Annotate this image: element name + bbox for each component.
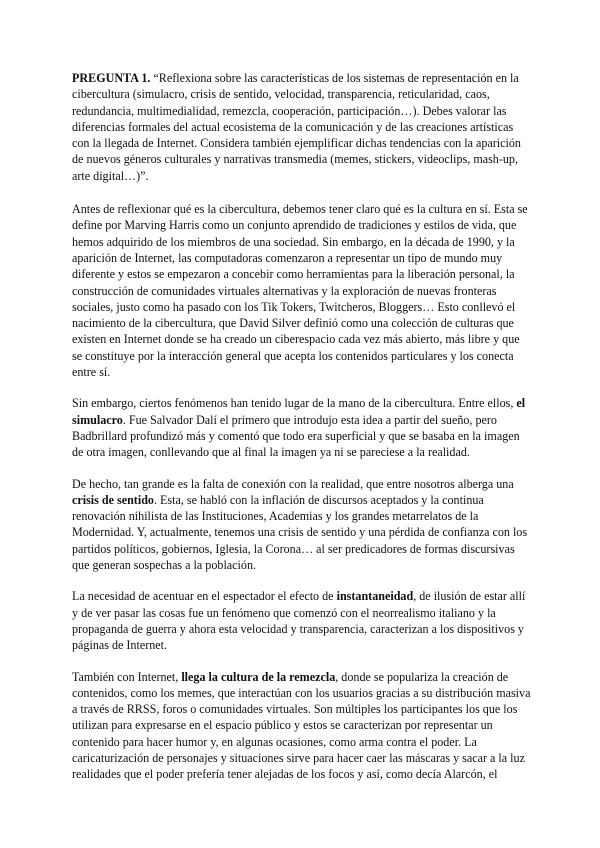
paragraph-remezcla [72, 669, 532, 783]
paragraph-text: . Esta, se habló con la inflación de discursos aceptados y la continua renovación nihilista de las Instituciones, Academias y los grandes metarrelatos de la Modernidad. Y, actualmente, tenemos una crisis de sentido y una pérdida de confianza con los partidos políticos, gobiernos, Iglesia, la Corona… al ser predicadores de formas discursivas que generan sospechas a la población. [72, 492, 528, 573]
paragraph-instantaneidad [72, 588, 532, 653]
paragraph-text: De hecho, tan grande es la falta de conexión con la realidad, que entre nosotros alberga una [72, 476, 514, 491]
document-body [72, 70, 532, 798]
question-text: “Reflexiona sobre las características de los sistemas de representación en la cibercultura (simulacro, crisis de sentido, velocidad, transparencia, reticularidad, caos, redundancia, multimedialidad, remezcla, cooperación, participación…). Debes valorar las diferencias formales del actual ecosistema de la comunicación y de las creaciones artísticas con la llegada de Internet. Considera también ejemplificar dichas tendencias con la aparición de nuevos géneros culturales y narrativas transmedia (memes, stickers, videoclips, mash-up, arte digital…)”. [72, 71, 521, 183]
bold-term-remezcla: llega la cultura de la remezcla [181, 669, 336, 684]
paragraph-cibercultura: Antes de reflexionar qué es la cibercultura, debemos tener claro qué es la cultura en sí. Esta se define por Marving Harris como un conjunto aprendido de tradiciones y estilos de vida, que hemos adquirido de los miembros de una sociedad. Sin embargo, en la década de 1990, y la aparición de Internet, las computadoras comenzaron a representar un tipo de mundo muy diferente y estos se empezaron a concebir como herramientas para la liberación personal, la construcción de comunidades virtuales alternativas y la exploración de nuevas fronteras sociales, justo como ha pasado con los Tik Tokers, Twitcheros, Bloggers… Esto conllevó el nacimiento de la cibercultura, que David Silver definió como una colección de culturas que existen en Internet donde se ha creado un ciberespacio cada vez más abierto, más libre y que se constituye por la interacción general que acepta los contenidos particulares y los conecta entre sí. [72, 202, 528, 380]
paragraph-text: La necesidad de acentuar en el espectador el efecto de [72, 589, 337, 604]
paragraph-text: , de ilusión de estar allí y de ver pasar las cosas fue un fenómeno que comenzó con el neorrealismo italiano y la propaganda de guerra y ahora esta velocidad y transparencia, caracterizan a los dispositivos y páginas de Internet. [72, 589, 526, 653]
paragraph-simulacro [72, 395, 532, 460]
paragraph-text: , donde se populariza la creación de contenidos, como los memes, que interactúan con los usuarios gracias a su distribución masiva a través de RRSS, foros o comunidades virtuales. Son múltiples los participantes los que los utilizan para expresarse en el espacio público y estos se caracterizan por representar un contenido para hacer humor y, en algunas ocasiones, como arma contra el poder. La caricaturización de personajes y situaciones sirve para hacer caer las máscaras y sacar a la luz realidades que el poder prefería tener alejadas de los focos y así, como decía Alarcón, el [72, 669, 531, 782]
paragraph-text: . Fue Salvador Dalí el primero que introdujo esta idea a partir del sueño, pero Badbrillard profundizó más y comentó que todo era superficial y que se basaba en la imagen de otra imagen, conllevando que al final la imagen ya ni se pareciese a la realidad. [72, 412, 520, 460]
question-heading: PREGUNTA 1. [72, 71, 151, 85]
paragraph-crisis-de-sentido [72, 476, 532, 574]
question-paragraph [72, 70, 532, 184]
bold-term-simulacro: el simulacro [72, 396, 526, 427]
bold-term-crisis-de-sentido: crisis de sentido [72, 492, 154, 507]
paragraph-text: Sin embargo, ciertos fenómenos han tenido lugar de la mano de la cibercultura. Entre ellos, [72, 396, 517, 411]
paragraph-text: También con Internet, [72, 669, 182, 684]
bold-term-instantaneidad: instantaneidad [336, 589, 414, 604]
